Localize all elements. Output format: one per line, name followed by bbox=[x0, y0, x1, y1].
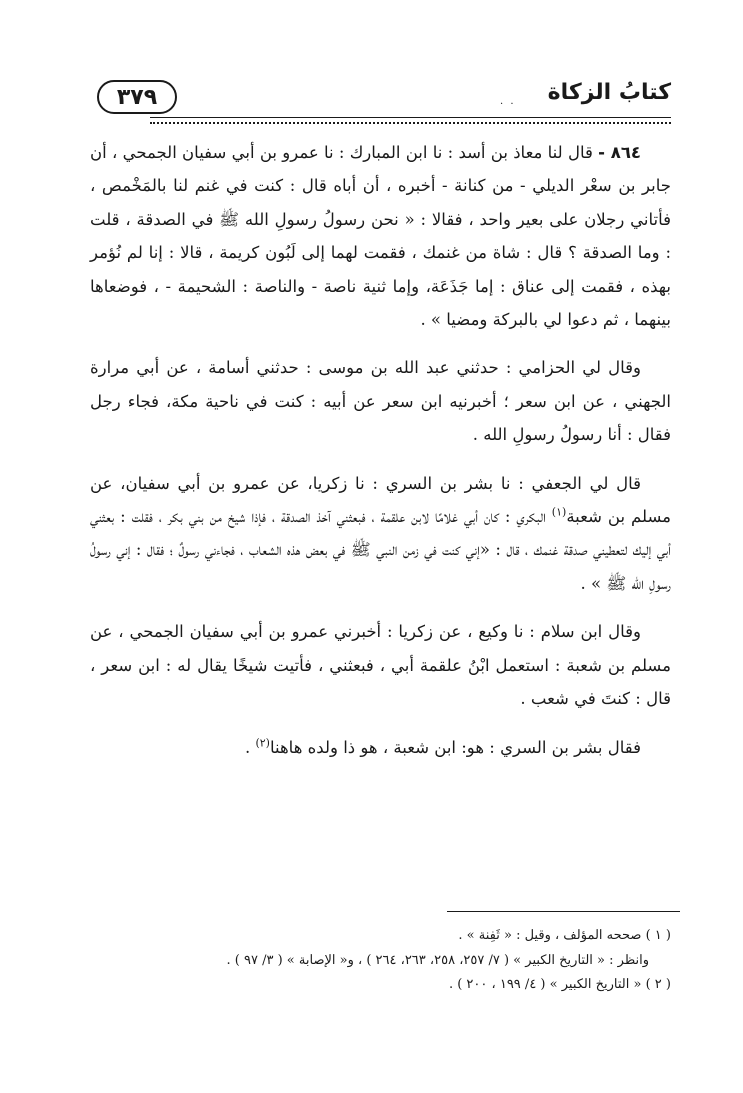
footnote-1-continued: وانظر : « التاريخ الكبير » ( ٧/ ٢٥٧، ٢٥٨، ٢٦٣، ٢٦٤ ) ، و« الإصابة » ( ٣/ ٩٧ ) . bbox=[226, 952, 649, 968]
header-ornament: . . bbox=[500, 96, 516, 107]
paragraph-1 bbox=[90, 136, 671, 336]
footnote-ref-1: (١) bbox=[551, 505, 567, 519]
footnote-2: ( ٢ ) « التاريخ الكبير » ( ٤/ ١٩٩ ، ٢٠٠ ) . bbox=[448, 977, 671, 992]
paragraph-3-text-before: قال لي الجعفي : نا بشر بن السري : نا زكريا، عن عمرو بن أبي سفيان، عن مسلم بن شعبة bbox=[90, 473, 671, 527]
footnote-ref-2: (٢) bbox=[255, 736, 270, 749]
paragraph-1-text: قال لنا معاذ بن أسد : نا ابن المبارك : نا عمرو بن أبي سفيان الجمحي ، أن جابر بن سعْر الديلي - من كنانة - أخبره ، أن أباه قال : كنت في غنم لنا بالمَخْمص ، فأتاني رجلان على بعير واحد ، فقالا : « نحن رسولُ رسولِ الله ﷺ في الصدقة ، قلت : وما الصدقة ؟ قال : شاة من غنمك ، فقمت لهما إلى لَبُون كريمة ، قالا : إنا لم نُؤمر بهذه ، فقمت إلى عناق : إما جَذَعَة، وإما ثنية ناصة - والناصة : الشحيمة - ، فوضعاها بينهما ، ثم دعوا لي بالبركة ومضيا » . bbox=[90, 143, 671, 330]
header-rule bbox=[150, 117, 671, 124]
paragraph-5-text-after: . bbox=[244, 737, 256, 757]
hadith-number: ٨٦٤ - bbox=[598, 143, 641, 162]
chapter-title: كتابُ الزكاة bbox=[547, 80, 671, 105]
paragraph-3 bbox=[90, 467, 671, 601]
paragraph-3-text-after: البكري : كان أبي غلامًا لابن علقمة ، فبعثني آخذ الصدقة ، فإذا شيخ من بني بكر ، فقلت : بعثني أبي إليك لتعطيني صدقة غنمك ، قال : «إني كنت في زمن النبي ﷺ في بعض هذه الشعاب ، فجاءني رسولٌ ؛ فقال : إني رسولُ رسولِ الله ﷺ » . bbox=[90, 507, 671, 593]
page-number bbox=[97, 80, 177, 114]
paragraph-2 bbox=[90, 351, 671, 451]
footnotes bbox=[120, 924, 671, 998]
paragraph-2-text: وقال لي الحزامي : حدثني عبد الله بن موسى : حدثني أسامة ، عن أبي مرارة الجهني ، عن ابن سعر ؛ أخبرنيه ابن سعر عن أبيه : كنت في ناحية مكة، فجاء رجل فقال : أنا رسولُ رسولِ الله . bbox=[90, 358, 671, 445]
paragraph-5-text-before: فقال بشر بن السري : هو: ابن شعبة ، هو ذا ولده هاهنا bbox=[269, 737, 641, 757]
paragraph-4-text: وقال ابن سلام : نا وكيع ، عن زكريا : أخبرني عمرو بن أبي سفيان الجمحي ، عن مسلم بن شعبة : استعمل ابْنُ علقمة أبي ، فبعثني ، فأتيت شيخًا يقال له : ابن سعر ، قال : كنتَ في شعب . bbox=[90, 622, 671, 709]
footnote-separator bbox=[447, 911, 680, 912]
paragraph-5 bbox=[90, 731, 671, 764]
main-text bbox=[90, 136, 671, 779]
footnote-1: ( ١ ) صححه المؤلف ، وقيل : « ثَفِنة » . bbox=[458, 928, 671, 943]
paragraph-4 bbox=[90, 615, 671, 715]
page-number-text: ٣٧٩ bbox=[116, 84, 158, 110]
